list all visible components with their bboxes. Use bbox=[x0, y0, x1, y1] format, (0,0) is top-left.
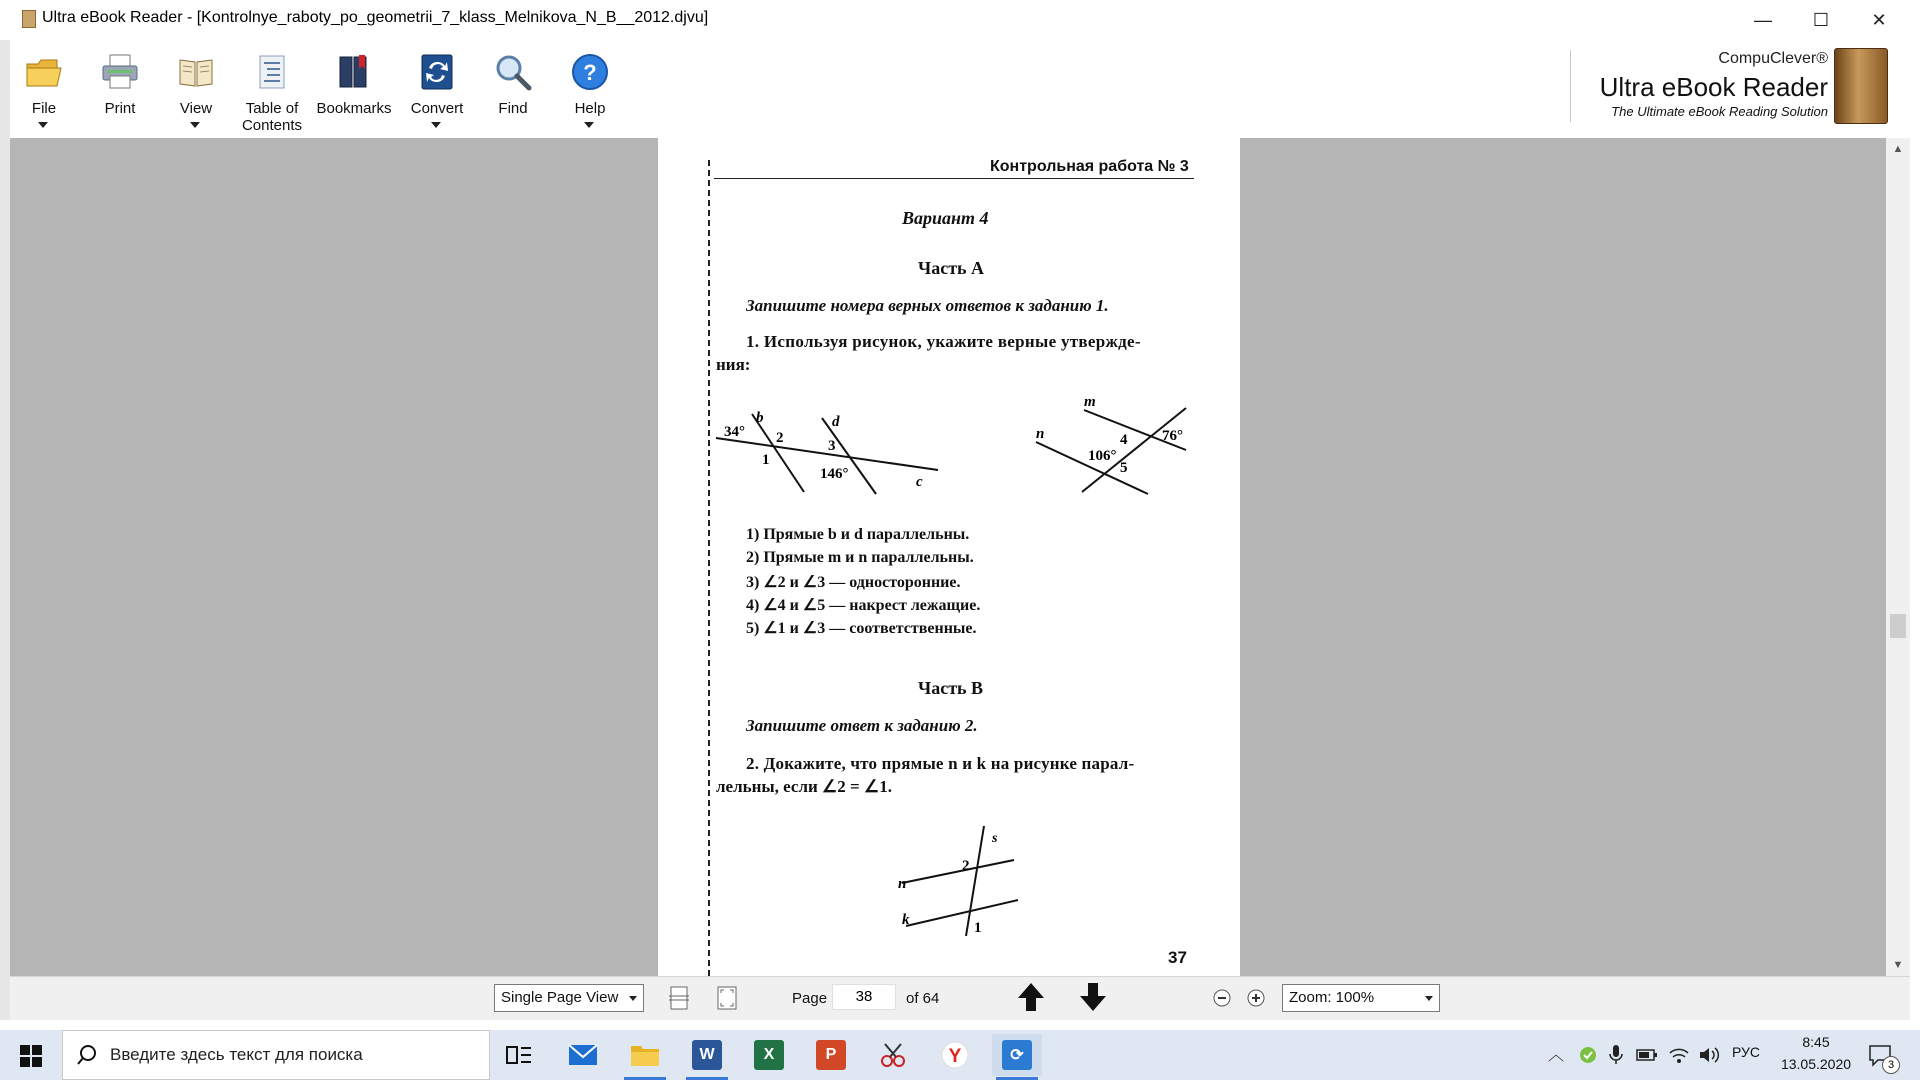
minimize-button[interactable]: — bbox=[1754, 9, 1772, 30]
word-app[interactable] bbox=[682, 1034, 732, 1076]
task-view-icon bbox=[506, 1044, 532, 1066]
header-rule bbox=[714, 178, 1194, 179]
zoom-in-icon[interactable] bbox=[1246, 988, 1266, 1008]
brand-tagline: The Ultimate eBook Reading Solution bbox=[1611, 104, 1828, 119]
window-title: Ultra eBook Reader - [Kontrolnye_raboty_po_geometrii_7_klass_Melnikova_N_B__2012.djvu] bbox=[42, 9, 709, 26]
chevron-down-icon bbox=[1425, 996, 1433, 1001]
page-label: Page bbox=[792, 990, 828, 1007]
fig1-label-c: c bbox=[916, 474, 923, 490]
zoom-out-icon[interactable] bbox=[1212, 988, 1232, 1008]
printer-icon bbox=[100, 52, 140, 92]
help-button[interactable] bbox=[550, 48, 630, 134]
figure-3 bbox=[884, 818, 1034, 938]
search-icon bbox=[76, 1044, 98, 1066]
task1-text-cont: ния: bbox=[716, 355, 751, 374]
task2-text: 2. Докажите, что прямые n и k на рисунке парал- bbox=[746, 754, 1135, 773]
status-bar bbox=[10, 976, 1910, 1020]
app-icon bbox=[22, 10, 36, 28]
page-count: of 64 bbox=[906, 990, 940, 1007]
chevron-down-icon bbox=[190, 122, 200, 128]
fig1-label-b: b bbox=[756, 410, 764, 426]
answer-option: 1) Прямые b и d параллельны. bbox=[746, 526, 970, 543]
yandex-icon bbox=[941, 1041, 969, 1069]
fig3-angle-2: 2 bbox=[962, 858, 970, 874]
table-of-contents-button[interactable] bbox=[232, 48, 312, 134]
figure-2 bbox=[1030, 392, 1220, 512]
work-header: Контрольная работа № 3 bbox=[990, 158, 1189, 175]
task1-text: 1. Используя рисунок, укажите верные утвержде- bbox=[746, 332, 1141, 351]
document-page bbox=[658, 138, 1240, 976]
previous-page-button[interactable] bbox=[1014, 980, 1048, 1014]
answer-option: 4) ∠4 и ∠5 — накрест лежащие. bbox=[746, 597, 981, 614]
fig3-label-k: k bbox=[902, 912, 910, 928]
microphone-icon[interactable] bbox=[1608, 1044, 1624, 1066]
fig3-label-n: n bbox=[898, 876, 907, 892]
scrollbar-thumb[interactable] bbox=[1890, 614, 1906, 638]
cut-line bbox=[708, 160, 710, 976]
answer-option: 5) ∠1 и ∠3 — соответственные. bbox=[746, 620, 977, 637]
window-left-edge bbox=[0, 40, 10, 1020]
brand-book-logo bbox=[1834, 48, 1888, 124]
yandex-browser-app[interactable] bbox=[930, 1034, 980, 1076]
part-a-heading: Часть А bbox=[918, 258, 985, 278]
view-mode-select[interactable] bbox=[494, 984, 644, 1012]
brand-product: Ultra eBook Reader bbox=[1599, 72, 1828, 102]
help-icon bbox=[570, 52, 610, 92]
instruction-a: Запишите номера верных ответов к заданию 1. bbox=[746, 296, 1109, 315]
convert-icon bbox=[417, 52, 457, 92]
toolbar-label: Find bbox=[498, 100, 528, 117]
volume-icon[interactable] bbox=[1698, 1045, 1720, 1065]
file-button[interactable] bbox=[4, 48, 84, 134]
zoom-select[interactable] bbox=[1282, 984, 1440, 1012]
fig1-label-d: d bbox=[832, 414, 840, 430]
bookmarks-button[interactable] bbox=[314, 48, 394, 134]
toolbar-label: View bbox=[179, 100, 213, 117]
network-icon[interactable] bbox=[1668, 1045, 1690, 1065]
fig1-angle-34: 34° bbox=[724, 424, 745, 440]
svg-text:Y: Y bbox=[948, 1046, 962, 1067]
notification-count-badge: 3 bbox=[1882, 1056, 1900, 1074]
fig3-angle-1: 1 bbox=[974, 920, 982, 936]
excel-app[interactable] bbox=[744, 1034, 794, 1076]
view-button[interactable] bbox=[156, 48, 236, 134]
toc-icon bbox=[252, 52, 292, 92]
toolbar-label: Print bbox=[104, 100, 136, 117]
brand-company: CompuClever® bbox=[1718, 50, 1828, 67]
chevron-down-icon bbox=[431, 122, 441, 128]
toolbar-label: Help bbox=[574, 100, 606, 117]
task2-text-cont: лельны, если ∠2 = ∠1. bbox=[716, 777, 892, 796]
answer-option: 3) ∠2 и ∠3 — односторонние. bbox=[746, 574, 961, 591]
magnifier-icon bbox=[493, 52, 533, 92]
task-view-button[interactable] bbox=[494, 1034, 544, 1076]
file-explorer-app[interactable] bbox=[620, 1034, 670, 1076]
page-number: 37 bbox=[1168, 948, 1187, 967]
fig2-angle-106: 106° bbox=[1088, 448, 1117, 464]
svg-text:?: ? bbox=[583, 60, 597, 85]
next-page-button[interactable] bbox=[1076, 980, 1110, 1014]
ebook-reader-app[interactable] bbox=[992, 1034, 1042, 1076]
powerpoint-icon: P bbox=[816, 1040, 846, 1070]
battery-icon[interactable] bbox=[1636, 1048, 1658, 1062]
windows-start-icon[interactable] bbox=[20, 1045, 42, 1067]
vertical-scrollbar[interactable] bbox=[1886, 138, 1910, 976]
tray-chevron-up-icon[interactable]: ︿ bbox=[1548, 1047, 1565, 1064]
page-input[interactable]: 38 bbox=[832, 984, 896, 1010]
clock-date[interactable]: 13.05.2020 bbox=[1780, 1056, 1852, 1072]
fit-page-icon[interactable] bbox=[714, 984, 740, 1012]
single-page-icon[interactable] bbox=[666, 984, 692, 1012]
scroll-up-icon[interactable]: ▲ bbox=[1892, 143, 1904, 155]
variant-title: Вариант 4 bbox=[902, 208, 989, 228]
close-button[interactable]: ✕ bbox=[1871, 9, 1887, 30]
fig2-angle-5: 5 bbox=[1120, 460, 1128, 476]
figure-1 bbox=[714, 400, 954, 510]
chevron-down-icon bbox=[629, 996, 637, 1001]
book-icon bbox=[176, 52, 216, 92]
fig1-angle-1: 1 bbox=[762, 452, 770, 468]
brand-divider bbox=[1570, 50, 1571, 122]
scroll-down-icon[interactable]: ▼ bbox=[1892, 959, 1904, 971]
find-button[interactable] bbox=[473, 48, 553, 134]
snipping-tool-app[interactable] bbox=[868, 1034, 918, 1076]
view-mode-value: Single Page View bbox=[501, 989, 619, 1006]
scissors-icon bbox=[879, 1041, 907, 1069]
fig1-angle-146: 146° bbox=[820, 466, 849, 482]
fig1-angle-2: 2 bbox=[776, 430, 784, 446]
chevron-down-icon bbox=[38, 122, 48, 128]
toolbar-label: File bbox=[31, 100, 57, 117]
mail-app[interactable] bbox=[558, 1034, 608, 1076]
print-button[interactable] bbox=[80, 48, 160, 134]
toolbar-label: Table of Contents bbox=[241, 100, 303, 134]
folder-icon bbox=[24, 52, 64, 92]
toolbar-label: Bookmarks bbox=[316, 100, 392, 117]
part-b-heading: Часть В bbox=[918, 678, 984, 698]
mail-icon bbox=[568, 1043, 598, 1067]
excel-icon: X bbox=[754, 1040, 784, 1070]
fig3-label-s: s bbox=[992, 831, 998, 846]
clock-time[interactable]: 8:45 bbox=[1802, 1034, 1830, 1050]
zoom-value: Zoom: 100% bbox=[1289, 989, 1375, 1006]
fig2-angle-76: 76° bbox=[1162, 428, 1183, 444]
maximize-button[interactable]: ☐ bbox=[1812, 9, 1830, 30]
convert-button[interactable] bbox=[397, 48, 477, 134]
fig2-label-m: m bbox=[1084, 394, 1096, 410]
fig2-angle-4: 4 bbox=[1120, 432, 1128, 448]
instruction-b: Запишите ответ к заданию 2. bbox=[746, 716, 978, 735]
bookmarks-icon bbox=[334, 52, 374, 92]
powerpoint-app[interactable] bbox=[806, 1034, 856, 1076]
ebook-reader-icon: ⟳ bbox=[1002, 1040, 1032, 1070]
tray-shield-icon[interactable] bbox=[1578, 1045, 1598, 1065]
fig2-label-n: n bbox=[1036, 426, 1045, 442]
chevron-down-icon bbox=[584, 122, 594, 128]
fig1-angle-3: 3 bbox=[828, 438, 836, 454]
folder-icon bbox=[630, 1042, 660, 1068]
toolbar-label: Convert bbox=[410, 100, 464, 117]
word-icon: W bbox=[692, 1040, 722, 1070]
search-placeholder: Введите здесь текст для поиска bbox=[110, 1045, 363, 1064]
answer-option: 2) Прямые m и n параллельны. bbox=[746, 549, 974, 566]
input-language[interactable]: РУС bbox=[1732, 1044, 1761, 1060]
